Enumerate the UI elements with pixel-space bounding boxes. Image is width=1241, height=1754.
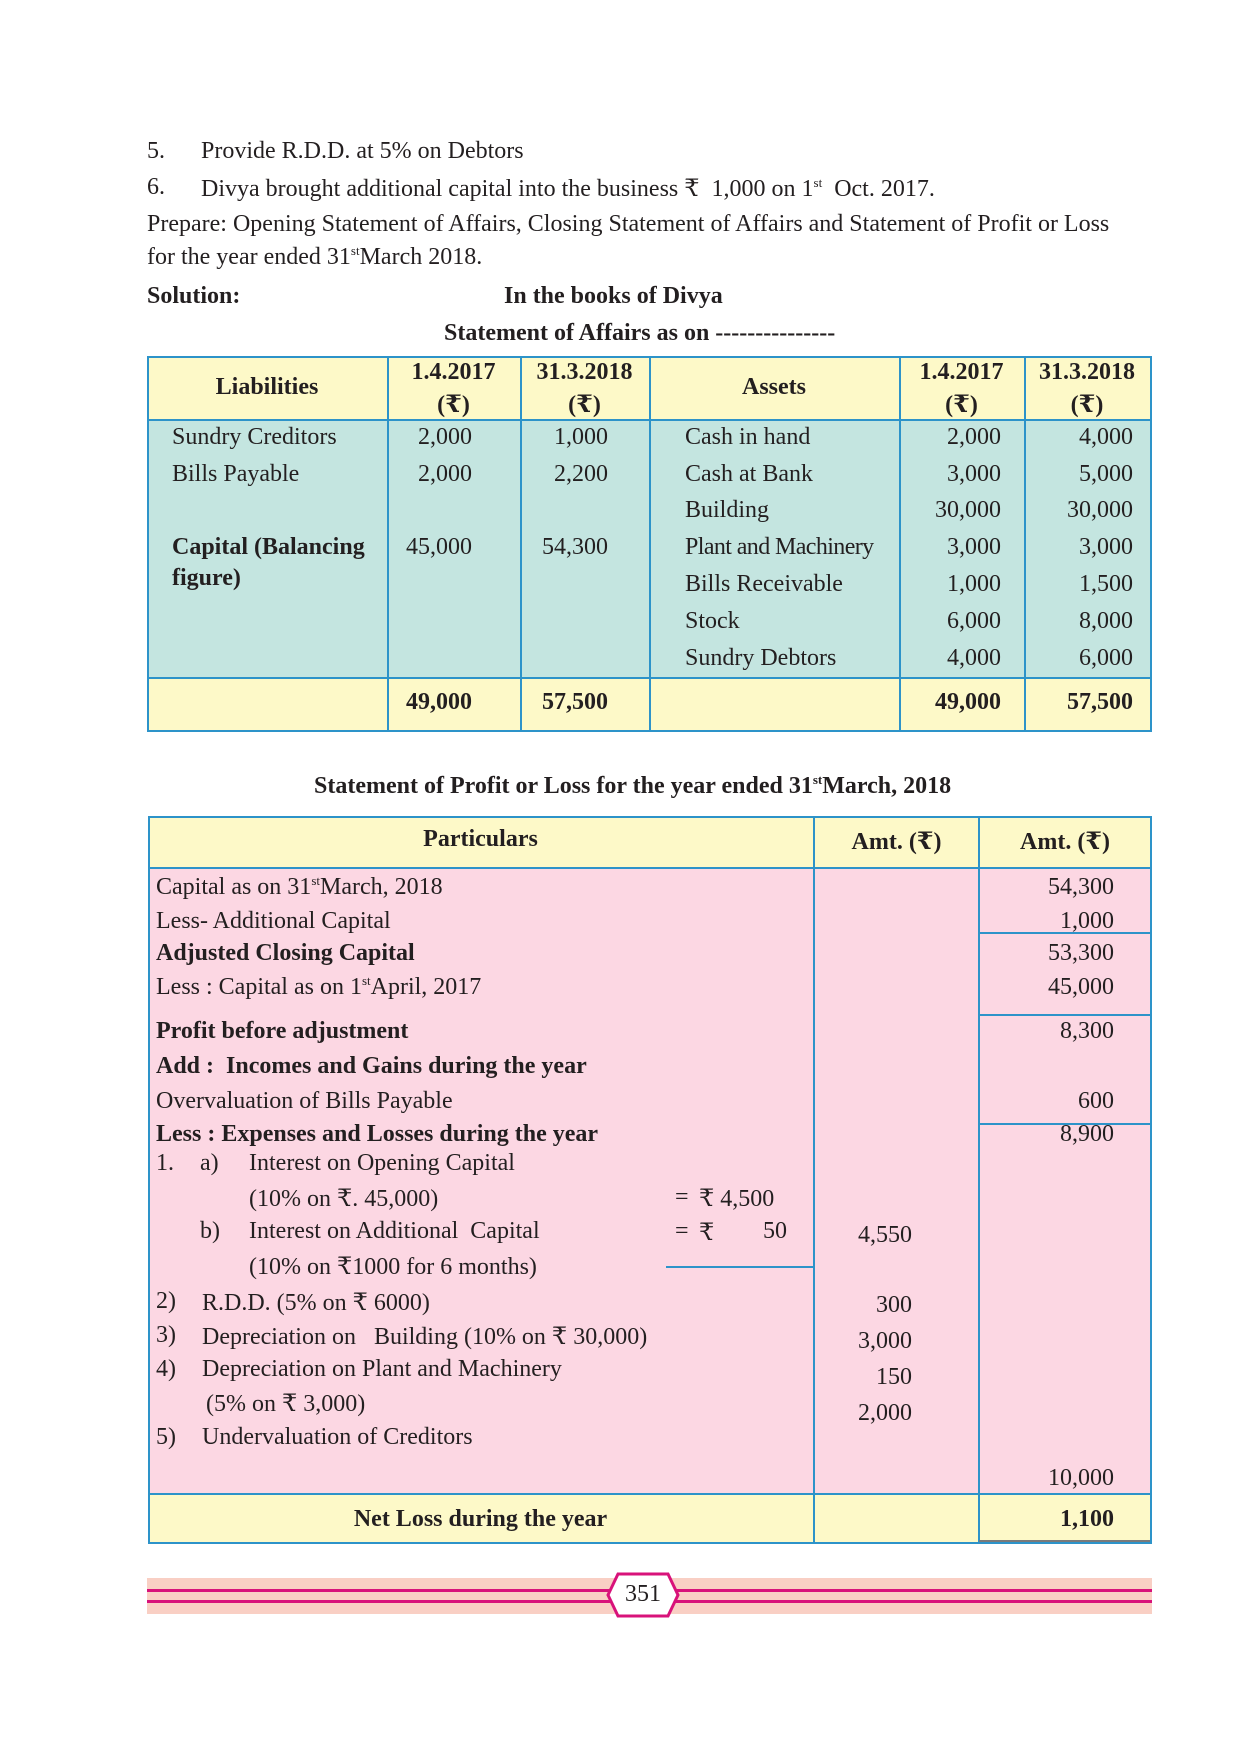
header-date-closing: 31.3.2018 (1039, 359, 1135, 385)
asset-closing: 1,500 (1079, 571, 1133, 597)
capital-closing: 54,300 (542, 534, 608, 560)
asset-name: Plant and Machinery (685, 534, 874, 560)
asset-opening: 3,000 (947, 461, 1001, 487)
liability-closing: 1,000 (554, 424, 608, 450)
amount: 600 (1078, 1088, 1114, 1114)
liability-opening: 2,000 (418, 424, 472, 450)
asset-opening: 6,000 (947, 608, 1001, 634)
amount: 8,900 (1060, 1121, 1114, 1147)
asset-name: Cash in hand (685, 424, 811, 450)
header-rupee: (₹) (568, 392, 601, 418)
interest-total: 4,550 (858, 1222, 912, 1248)
liability-opening: 2,000 (418, 461, 472, 487)
asset-opening: 2,000 (947, 424, 1001, 450)
border (148, 816, 150, 1544)
profit-loss-table (148, 816, 1152, 1544)
statement-of-affairs-title: Statement of Affairs as on --------------- (444, 320, 836, 346)
asset-opening: 3,000 (947, 534, 1001, 560)
header-rupee: (₹) (945, 392, 978, 418)
item-text: Divya brought additional capital into the business ₹ 1,000 on 1st Oct. 2017. (201, 175, 935, 202)
interest-additional-label: Interest on Additional Capital (249, 1218, 540, 1244)
particular-label: Adjusted Closing Capital (156, 940, 415, 966)
item-number: 5. (147, 138, 165, 164)
header-assets: Assets (742, 374, 806, 400)
subtotal-rule (979, 1014, 1150, 1016)
border (148, 867, 1152, 869)
header-rupee: (₹) (437, 392, 470, 418)
add-heading: Add : Incomes and Gains during the year (156, 1053, 587, 1079)
particular-label: Depreciation on Plant and Machinery (202, 1356, 562, 1382)
amount: 300 (876, 1292, 912, 1318)
asset-name: Stock (685, 608, 740, 634)
particular-label: Less- Additional Capital (156, 908, 391, 934)
border (1150, 816, 1152, 1544)
sub-item-label: a) (200, 1150, 219, 1176)
item-number: 5) (156, 1424, 176, 1450)
particular-detail: (5% on ₹ 3,000) (206, 1391, 366, 1417)
item-number: 4) (156, 1356, 176, 1382)
prepare-instruction-line2: for the year ended 31stMarch 2018. (147, 243, 483, 270)
profit-loss-title: Statement of Profit or Loss for the year ended 31stMarch, 2018 (314, 772, 952, 799)
particular-label: Capital as on 31stMarch, 2018 (156, 873, 443, 900)
total-liabilities-closing: 57,500 (542, 689, 608, 715)
asset-closing: 30,000 (1067, 497, 1133, 523)
asset-closing: 8,000 (1079, 608, 1133, 634)
subtotal-rule (666, 1266, 813, 1268)
amount: 2,000 (858, 1400, 912, 1426)
net-loss-amount: 1,100 (1060, 1506, 1114, 1532)
equals-sign: = (675, 1184, 689, 1210)
solution-label: Solution: (147, 283, 241, 309)
statement-of-affairs-table (147, 356, 1152, 732)
asset-closing: 3,000 (1079, 534, 1133, 560)
item-text: Provide R.D.D. at 5% on Debtors (201, 138, 524, 164)
item-number: 1. (156, 1150, 174, 1176)
liability-closing: 2,200 (554, 461, 608, 487)
particular-label: R.D.D. (5% on ₹ 6000) (202, 1290, 430, 1316)
border (148, 816, 1152, 818)
interest-opening-detail: (10% on ₹. 45,000) (249, 1186, 439, 1212)
asset-opening: 1,000 (947, 571, 1001, 597)
interest-additional-value: 50 (763, 1218, 787, 1244)
sub-item-label: b) (200, 1218, 220, 1244)
asset-opening: 4,000 (947, 645, 1001, 671)
interest-opening-label: Interest on Opening Capital (249, 1150, 515, 1176)
amount: 1,000 (1060, 908, 1114, 934)
amount: 54,300 (1048, 874, 1114, 900)
interest-additional-detail: (10% on ₹1000 for 6 months) (249, 1254, 537, 1280)
total-expenses: 10,000 (1048, 1465, 1114, 1491)
border (649, 356, 651, 732)
asset-closing: 5,000 (1079, 461, 1133, 487)
header-date-opening: 1.4.2017 (919, 359, 1004, 385)
asset-opening: 30,000 (935, 497, 1001, 523)
border (978, 816, 980, 1544)
particular-label: Less : Capital as on 1stApril, 2017 (156, 973, 482, 1000)
liability-name: Bills Payable (172, 461, 300, 487)
books-title: In the books of Divya (504, 283, 723, 309)
rupee-sign: ₹ (699, 1220, 715, 1246)
interest-opening-value: ₹ 4,500 (699, 1186, 775, 1212)
border (813, 816, 815, 1544)
subtotal-rule (979, 1540, 1150, 1542)
header-amount-1: Amt. (₹) (851, 829, 942, 855)
header-date-opening: 1.4.2017 (411, 359, 496, 385)
amount: 45,000 (1048, 974, 1114, 1000)
total-assets-closing: 57,500 (1067, 689, 1133, 715)
total-assets-opening: 49,000 (935, 689, 1001, 715)
asset-name: Building (685, 497, 770, 523)
particular-label: Overvaluation of Bills Payable (156, 1088, 453, 1114)
item-number: 3) (156, 1322, 176, 1348)
border (148, 1493, 1152, 1495)
capital-label: Capital (Balancing (172, 534, 365, 560)
net-loss-label: Net Loss during the year (353, 1506, 608, 1532)
border (1150, 356, 1152, 732)
particular-label: Profit before adjustment (156, 1018, 409, 1044)
less-heading: Less : Expenses and Losses during the year (156, 1121, 599, 1147)
capital-label-cont: figure) (172, 565, 241, 591)
particular-label: Depreciation on Building (10% on ₹ 30,000) (202, 1324, 648, 1350)
asset-closing: 6,000 (1079, 645, 1133, 671)
asset-name: Cash at Bank (685, 461, 813, 487)
particular-label: Undervaluation of Creditors (202, 1424, 473, 1450)
item-number: 6. (147, 174, 165, 200)
amount: 8,300 (1060, 1018, 1114, 1044)
header-rupee: (₹) (1070, 392, 1104, 418)
amount: 53,300 (1048, 940, 1114, 966)
asset-name: Sundry Debtors (685, 645, 837, 671)
header-liabilities: Liabilities (215, 374, 319, 400)
header-date-closing: 31.3.2018 (536, 359, 633, 385)
prepare-instruction-line1: Prepare: Opening Statement of Affairs, Closing Statement of Affairs and Statement of Profit or Loss (147, 211, 1110, 237)
page-number: 351 (625, 1581, 661, 1607)
amount: 3,000 (858, 1328, 912, 1354)
asset-name: Bills Receivable (685, 571, 843, 597)
capital-opening: 45,000 (406, 534, 472, 560)
amount: 150 (876, 1364, 912, 1390)
item-number: 2) (156, 1288, 176, 1314)
border (147, 356, 149, 732)
asset-closing: 4,000 (1079, 424, 1133, 450)
header-particulars: Particulars (423, 826, 538, 852)
liability-name: Sundry Creditors (172, 424, 337, 450)
total-liabilities-opening: 49,000 (406, 689, 472, 715)
equals-sign: = (675, 1218, 689, 1244)
border (148, 1542, 1152, 1544)
header-amount-2: Amt. (₹) (1020, 829, 1110, 855)
